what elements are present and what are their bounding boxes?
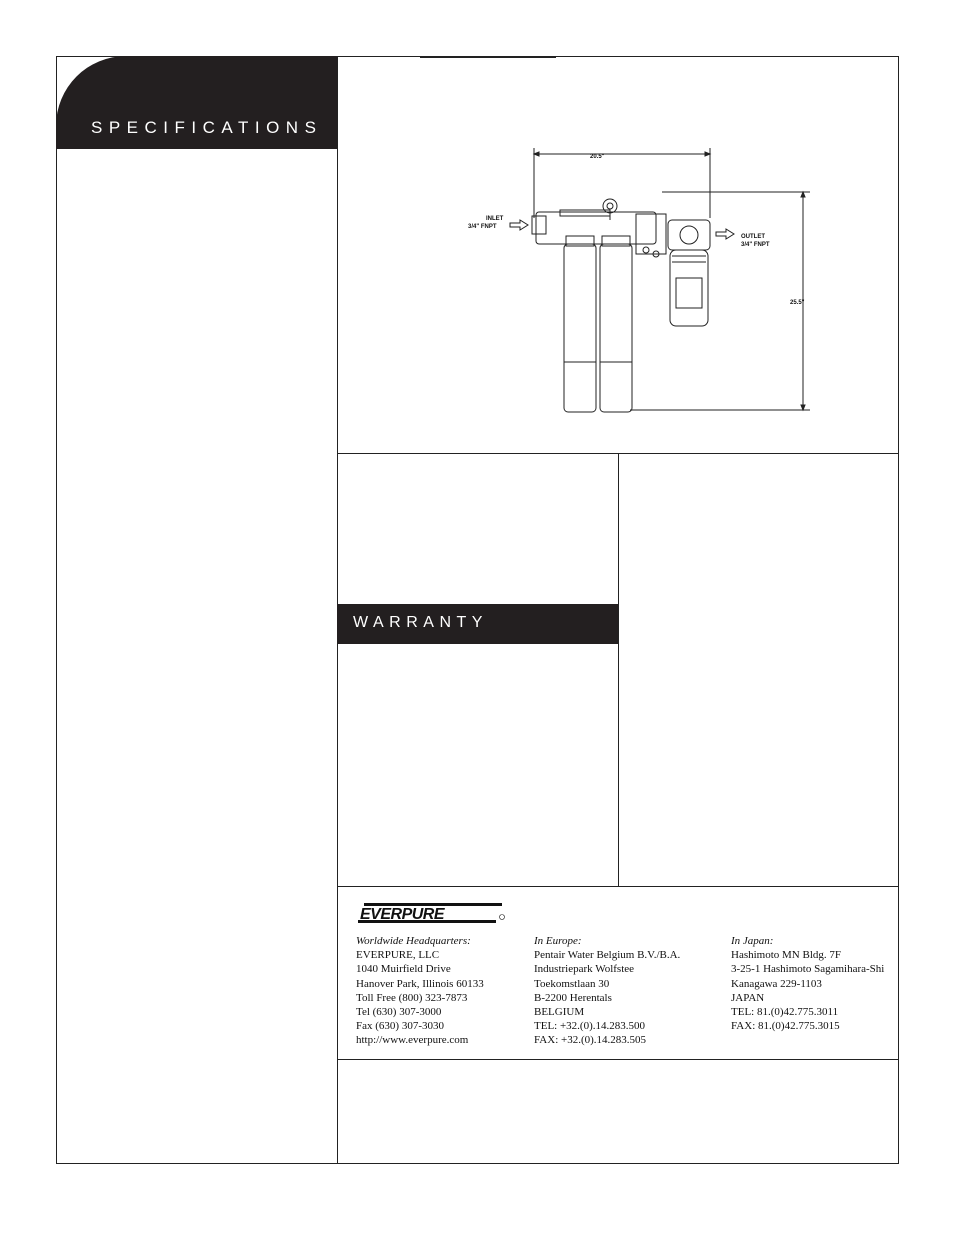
contact-line: Pentair Water Belgium B.V./B.A. (534, 949, 681, 962)
headquarters-contact (356, 934, 484, 1048)
inlet-label: INLET (486, 216, 504, 222)
outlet-label: OUTLET (741, 234, 765, 240)
contact-line: Industriepark Wolfstee (534, 963, 635, 976)
contact-line: Toll Free (800) 323-7873 (356, 991, 468, 1004)
contact-line: BELGIUM (534, 1006, 585, 1019)
contact-line: Hashimoto MN Bldg. 7F (731, 949, 842, 962)
contact-line: Toekomstlaan 30 (534, 977, 610, 990)
width-dimension: 20.5" (590, 154, 605, 160)
contact-line: B-2200 Herentals (534, 991, 612, 1004)
website-link[interactable]: http://www.everpure.com (356, 1034, 469, 1047)
contact-line: JAPAN (731, 991, 765, 1004)
contact-line: Fax (630) 307-3030 (356, 1020, 444, 1033)
japan-contact (731, 934, 884, 1033)
contact-line: EVERPURE, LLC (356, 949, 440, 962)
contact-divider (337, 886, 899, 887)
top-rule (420, 56, 556, 58)
contact-line: 1040 Muirfield Drive (356, 963, 451, 976)
specifications-title: SPECIFICATIONS (91, 118, 323, 137)
everpure-logo (356, 900, 506, 926)
warranty-title: WARRANTY (353, 614, 488, 631)
europe-heading: In Europe: (534, 935, 582, 947)
contact-line: Kanagawa 229-1103 (731, 977, 822, 990)
footer-divider (337, 1059, 899, 1060)
contact-line: Hanover Park, Illinois 60133 (356, 977, 484, 990)
mid-column-divider (618, 453, 619, 887)
inlet-spec: 3/4" FNPT (468, 224, 497, 230)
contact-line: 3-25-1 Hashimoto Sagamihara-Shi (731, 963, 885, 976)
contact-line: TEL: 81.(0)42.775.3011 (731, 1006, 839, 1019)
logo-text: EVERPURE (360, 906, 445, 923)
contact-line: TEL: +32.(0).14.283.500 (534, 1020, 645, 1033)
japan-heading: In Japan: (731, 935, 774, 947)
outlet-spec: 3/4" FNPT (741, 242, 770, 248)
height-dimension: 25.5" (790, 300, 805, 306)
europe-contact (534, 934, 680, 1048)
filter-system-diagram (440, 140, 840, 420)
contact-line: Tel (630) 307-3000 (356, 1006, 442, 1019)
contact-line: FAX: 81.(0)42.775.3015 (731, 1020, 840, 1033)
contact-line: FAX: +32.(0).14.283.505 (534, 1034, 647, 1047)
headquarters-heading: Worldwide Headquarters: (356, 935, 471, 947)
